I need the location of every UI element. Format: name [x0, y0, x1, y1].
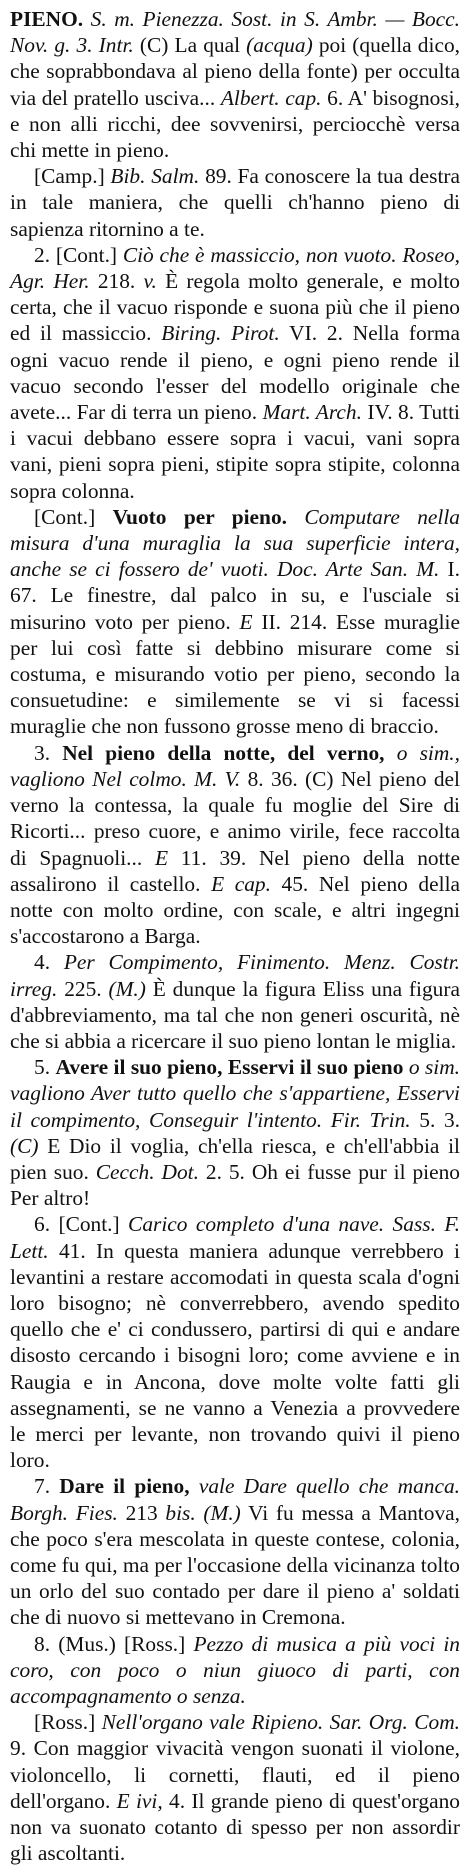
text-run: 213	[117, 1500, 166, 1525]
text-run: 4. Il grande pieno di quest'organo non va suonato cotanto di spesso per non assordir gli ascoltanti.	[10, 1788, 460, 1866]
italic-text: E	[154, 845, 169, 870]
text-run: È dunque la figura Eliss una figura d'abbreviamento, ma tal che non generi oscurità, nè che si abbia a ricercare il suo pieno lontan le miglia.	[10, 976, 460, 1053]
text-run: Vi fu messa a Mantova, che poco s'era mescolata in queste contese, colonia, come fu qui, ma per l'occasione della vicinanza tolto un orlo del suo contado per dare il pieno a' soldati che di nuovo si mettevano in Cremona.	[10, 1500, 460, 1630]
text-run: poi (quella dico, che soprabbondava al pieno della fonte) per occulta via del pratello usciva...	[10, 33, 460, 110]
text-run: [Camp.]	[34, 164, 111, 189]
italic-text: E	[239, 609, 253, 634]
entry-sense-paragraph	[10, 949, 460, 1054]
italic-text: Albert. cap.	[220, 85, 322, 110]
italic-text: Bib. Salm.	[110, 164, 200, 189]
entry-sense-paragraph	[10, 163, 460, 242]
italic-text: Biring. Pirot.	[161, 321, 280, 346]
text-run: 11. 39. Nel pieno della notte assalirono il castello.	[10, 845, 460, 896]
text-run: 225.	[57, 976, 109, 1001]
bold-term: Nel pieno della notte, del verno,	[62, 740, 385, 765]
text-run: 8. 36. (C) Nel pieno del verno la contessa, la quale fu moglie del Sire di Ricorti... preso cuore, e animo virile, fece raccolta di Spagnuoli...	[10, 766, 460, 870]
text-run: I. 67. Le finestre, dal palco in su, e l'usciale si misurino voto per pieno.	[10, 557, 461, 634]
italic-text: (acqua)	[246, 33, 313, 58]
entry-sense-paragraph	[10, 1211, 460, 1473]
italic-text: Computare nella misura d'una muraglia la sua superficie intera, anche se ci fossero de' vuoti. Doc. Arte San. M.	[10, 504, 460, 582]
italic-text: Per Compimento, Finimento. Menz. Costr. irreg.	[10, 950, 460, 1001]
text-run: 2. 5. Oh ei fusse pur il pieno Per altro!	[10, 1159, 460, 1211]
bold-term: Vuoto per pieno.	[112, 504, 287, 529]
italic-text: Cecch. Dot.	[95, 1159, 199, 1184]
text-run: [Ross.]	[34, 1710, 102, 1735]
italic-text: S. m. Pienezza. Sost. in S. Ambr. — Bocc. Nov. g. 3. Intr.	[10, 7, 460, 58]
text-run: 6. [Cont.]	[34, 1212, 129, 1237]
text-run: 2. [Cont.]	[34, 242, 123, 267]
text-run: (C) La qual	[133, 33, 247, 58]
text-run: IV. 8. Tutti i vacui debbano essere sopra i vacui, vani sopra vani, pieni sopra pieni, stipite sopra stipite, colonna sopra colonna.	[10, 400, 461, 503]
text-run: VI. 2. Nella forma ogni vacuo rende il pieno, e ogni pieno rende il vacuo secondo l'esser del modello originale che avete... Far di terra un pieno.	[10, 321, 461, 425]
bold-term: Dare il pieno,	[59, 1474, 190, 1499]
italic-text: o sim., vagliono Nel colmo. M. V.	[10, 740, 460, 791]
entry-sense-paragraph	[10, 1631, 460, 1710]
italic-text: vale Dare quello che manca. Borgh. Fies.	[10, 1474, 461, 1525]
text-run: E Dio il voglia, ch'ella riesca, e ch'ell'abbia il pien suo.	[10, 1133, 460, 1184]
entry-sense-paragraph	[10, 242, 460, 504]
italic-text: (C)	[10, 1133, 39, 1158]
entry-sense-paragraph	[10, 740, 460, 950]
text-run: II. 214. Esse muraglie per lui così fatte si debbino misurare come si costuma, e misurando votio per pieno, secondo la consuetudine: e similemente se vi si facessi muraglie che non fussono grosse meno di braccio.	[10, 609, 460, 739]
entry-sense-paragraph	[10, 1054, 460, 1211]
bold-term: PIENO.	[10, 7, 84, 31]
italic-text: Ciò che è massiccio, non vuoto. Roseo, Agr. Her.	[10, 242, 460, 294]
italic-text: E ivi,	[116, 1788, 163, 1813]
text-run: È regola molto generale, e molto certa, che il vacuo risponde e suona più che il pieno ed il massiccio.	[10, 269, 461, 346]
entry-sense-paragraph	[10, 1473, 460, 1630]
text-run: 4.	[34, 950, 64, 975]
text-run: 5.	[34, 1055, 56, 1080]
text-run: 6. A' bisognosi, e non alli ricchi, dee sovvenirsi, perciocchè versa chi mette in pieno.	[10, 85, 460, 163]
dictionary-entry-pieno	[10, 6, 460, 1866]
text-run: [Cont.]	[34, 504, 113, 529]
text-run: 3.	[34, 740, 63, 765]
italic-text: Pezzo di musica a più voci in coro, con poco o niun giuoco di parti, con accompagnamento o senza.	[10, 1631, 460, 1708]
text-run: 9. Con maggior vivacità vengon suonati il violone, violoncello, li cornetti, flauti, ed il pieno dell'organo.	[10, 1736, 460, 1813]
text-run: 8. (Mus.) [Ross.]	[34, 1631, 194, 1656]
text-run: 218.	[89, 269, 144, 294]
italic-text: Mart. Arch.	[262, 400, 362, 425]
text-run: 89. Fa conoscere la tua destra in tale maniera, che quelli ch'hanno pieno di sapienza ritornino a te.	[10, 164, 460, 241]
text-run: 5. 3.	[410, 1107, 460, 1132]
bold-term: Avere il suo pieno, Esservi il suo pieno	[55, 1055, 404, 1080]
italic-text: v.	[143, 269, 157, 294]
italic-text: E cap.	[211, 871, 271, 896]
entry-sense-paragraph	[10, 504, 460, 740]
italic-text: o sim. vagliono Aver tutto quello che s'appartiene, Esservi il compimento, Conseguir l'intento. Fir. Trin.	[10, 1055, 461, 1132]
text-run: 45. Nel pieno della notte con molto ordine, con scale, e altri ingegni s'accostarono a Barga.	[10, 871, 461, 949]
entry-sense-paragraph	[10, 1709, 460, 1866]
text-run: 7.	[34, 1474, 60, 1499]
italic-text: Carico completo d'una nave. Sass. F. Lett.	[10, 1212, 460, 1263]
italic-text: (M.)	[108, 976, 146, 1001]
italic-text: Nell'organo vale Ripieno. Sar. Org. Com.	[101, 1710, 460, 1735]
entry-headword-paragraph	[10, 6, 460, 163]
italic-text: bis. (M.)	[165, 1500, 241, 1525]
text-run: 41. In questa maniera adunque verrebbero i levantini a restare accomodati in questa scala d'ogni loro bisogno; nè converrebbero, avendo spedito quello che e' ci condussero, partirsi di qui e andare disosto cercando i bisogni loro; come avviene e in Raugia e in Ancona, dove molte volte fatti gli assegnamenti, se ne vanno a Venezia a provvedere le merci per levante, non trovando quivi il pieno loro.	[10, 1238, 460, 1473]
